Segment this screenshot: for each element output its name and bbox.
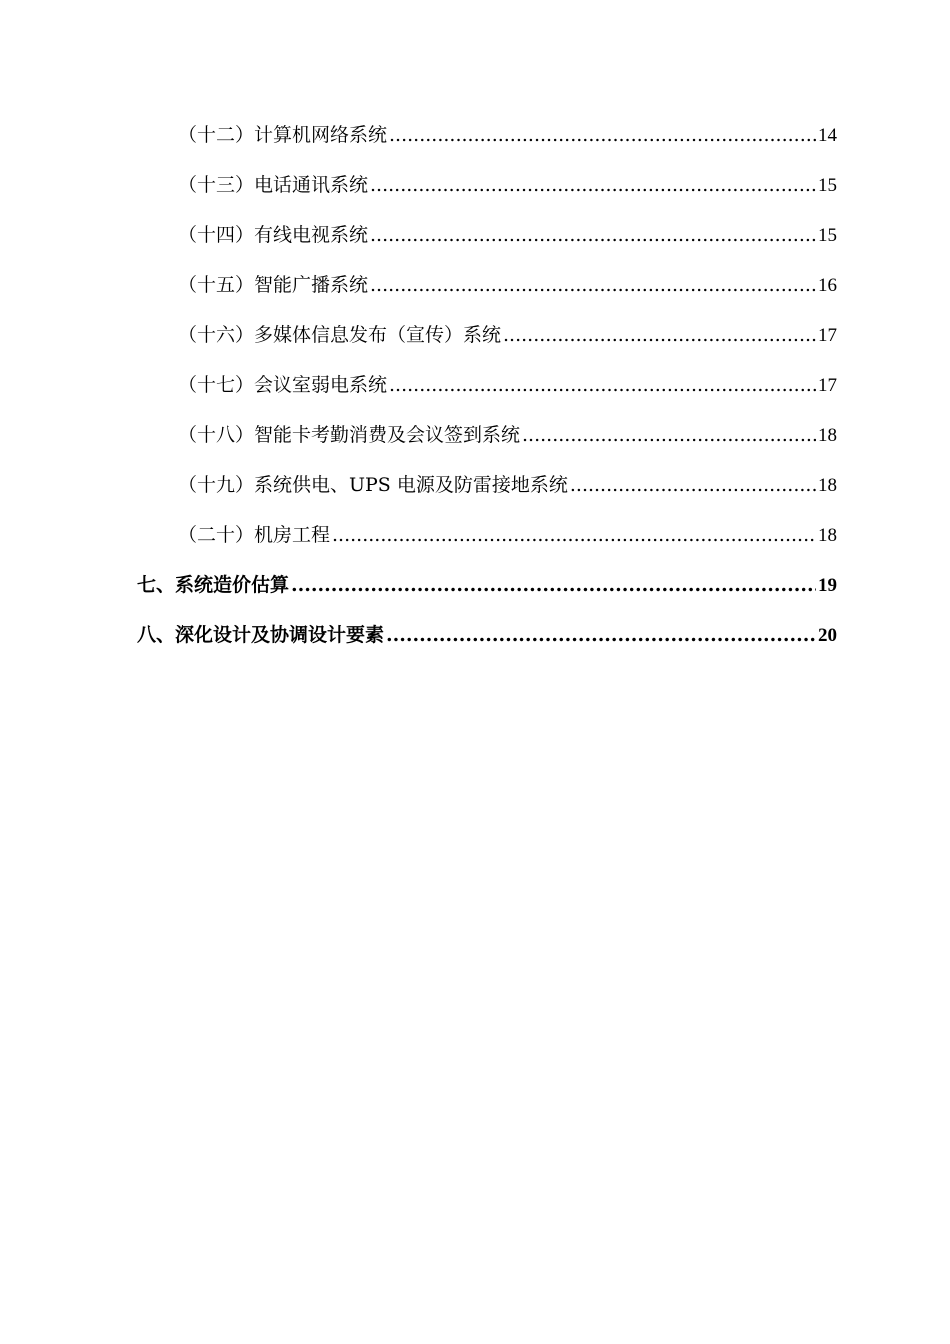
toc-entry-page-number: 14 xyxy=(818,125,837,146)
toc-entry-label: （十二）计算机网络系统 xyxy=(178,124,388,146)
toc-entry-label: （十九）系统供电、UPS 电源及防雷接地系统 xyxy=(178,474,568,496)
toc-entry-page-number: 16 xyxy=(818,275,837,296)
toc-entry-page-number: 15 xyxy=(818,175,837,196)
toc-entry-page-number: 17 xyxy=(818,375,837,396)
toc-entry-label: （十五）智能广播系统 xyxy=(178,274,369,296)
toc-dot-leader xyxy=(503,320,816,350)
toc-entry-page-number: 18 xyxy=(818,425,837,446)
toc-entry[interactable] xyxy=(178,320,837,350)
toc-dot-leader xyxy=(570,470,816,500)
toc-entry-page-number: 20 xyxy=(818,625,837,646)
toc-dot-leader xyxy=(291,570,816,600)
toc-section-entry[interactable] xyxy=(137,570,837,600)
toc-dot-leader xyxy=(522,420,816,450)
toc-entry[interactable] xyxy=(178,370,837,400)
toc-entry-label: （十四）有线电视系统 xyxy=(178,224,369,246)
toc-entry-page-number: 15 xyxy=(818,225,837,246)
toc-entry[interactable] xyxy=(178,270,837,300)
toc-section-entry[interactable] xyxy=(137,620,837,650)
toc-dot-leader xyxy=(332,520,816,550)
toc-dot-leader xyxy=(389,120,816,150)
toc-entry[interactable] xyxy=(178,420,837,450)
toc-dot-leader xyxy=(389,370,816,400)
toc-entry[interactable] xyxy=(178,120,837,150)
toc-entry-page-number: 18 xyxy=(818,525,837,546)
toc-entry-label: （十三）电话通讯系统 xyxy=(178,174,369,196)
toc-entry[interactable] xyxy=(178,220,837,250)
toc-entry-label: 七、系统造价估算 xyxy=(137,574,290,596)
toc-entry[interactable] xyxy=(178,470,837,500)
toc-dot-leader xyxy=(370,170,816,200)
toc-entry[interactable] xyxy=(178,170,837,200)
toc-entry-label: 八、深化设计及协调设计要素 xyxy=(137,624,385,646)
toc-entry-label: （十六）多媒体信息发布（宣传）系统 xyxy=(178,324,502,346)
toc-entry[interactable] xyxy=(178,520,837,550)
toc-entry-page-number: 19 xyxy=(818,575,837,596)
toc-dot-leader xyxy=(386,620,816,650)
toc-dot-leader xyxy=(370,270,816,300)
toc-entry-page-number: 17 xyxy=(818,325,837,346)
toc-entry-label: （十七）会议室弱电系统 xyxy=(178,374,388,396)
toc-entry-page-number: 18 xyxy=(818,475,837,496)
toc-entry-label: （十八）智能卡考勤消费及会议签到系统 xyxy=(178,424,521,446)
toc-entry-label: （二十）机房工程 xyxy=(178,524,331,546)
toc-dot-leader xyxy=(370,220,816,250)
